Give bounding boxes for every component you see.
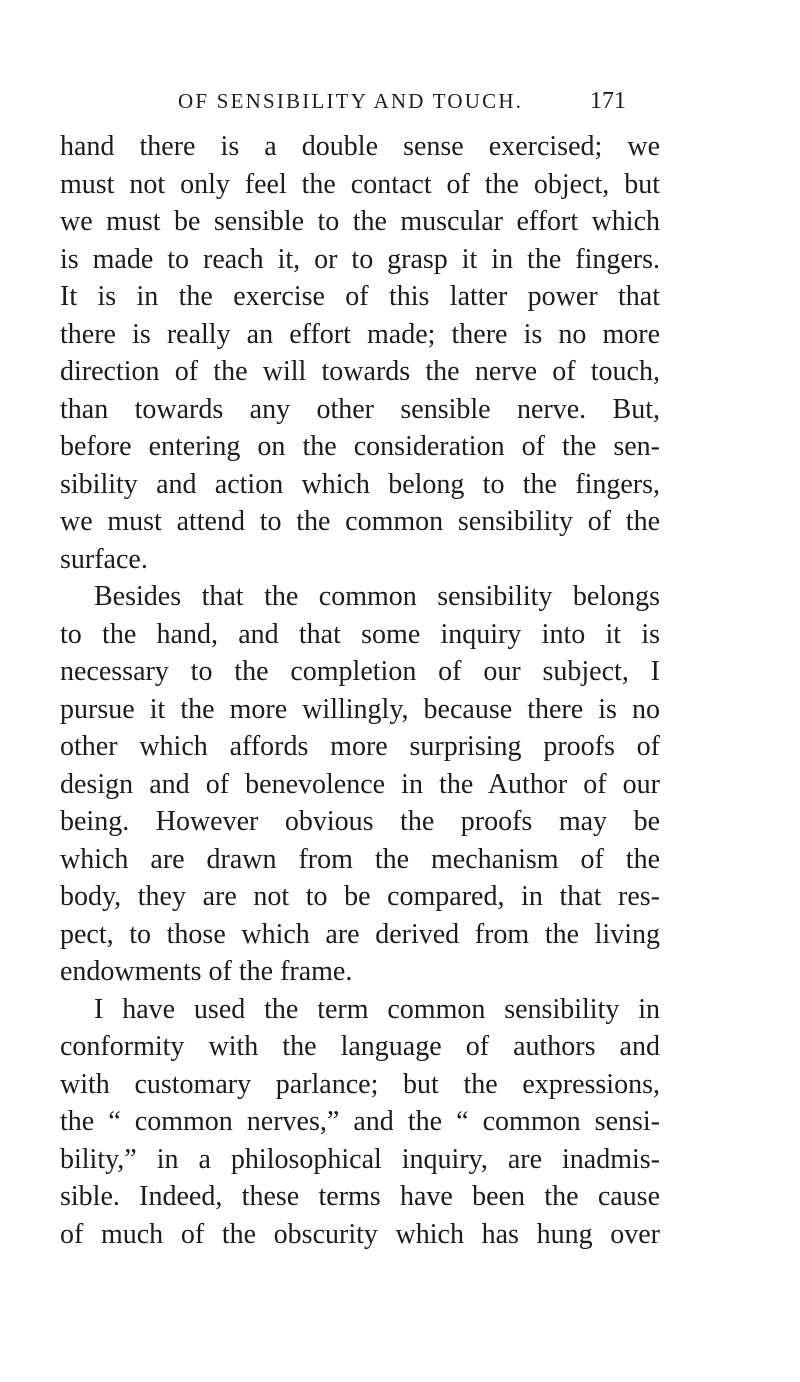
- text-line: conformity with the language of authors and: [60, 1031, 660, 1062]
- running-head-title: OF SENSIBILITY AND TOUCH.: [178, 89, 524, 113]
- text-line: necessary to the completion of our subject, I: [60, 656, 660, 687]
- text-line: to the hand, and that some inquiry into it is: [60, 618, 660, 650]
- text-line: endowments of the frame.: [60, 956, 353, 987]
- text-line: we must be sensible to the muscular effort which: [60, 206, 660, 237]
- text-line: design and of benevolence in the Author of our: [60, 768, 660, 800]
- text-line: with customary parlance; but the expressions,: [60, 1068, 660, 1100]
- text-line: I have used the term common sensibility in: [94, 993, 660, 1025]
- text-line: which are drawn from the mechanism of the: [60, 843, 660, 875]
- text-line: sible. Indeed, these terms have been the cause: [60, 1181, 660, 1212]
- text-line: It is in the exercise of this latter power that: [60, 281, 660, 312]
- paragraph-2: [60, 578, 660, 991]
- text-line: of much of the obscurity which has hung over: [60, 1218, 660, 1250]
- text-line: we must attend to the common sensibility of the: [60, 506, 660, 537]
- page-number: 171: [590, 88, 626, 114]
- text-line: hand there is a double sense exercised; we: [60, 131, 660, 162]
- body-text: [60, 128, 660, 1253]
- text-line: pursue it the more willingly, because there is no: [60, 693, 660, 725]
- text-line: than towards any other sensible nerve. But,: [60, 393, 660, 425]
- text-line: body, they are not to be compared, in that res-: [60, 881, 660, 912]
- text-line: there is really an effort made; there is no more: [60, 318, 660, 350]
- running-head: [0, 86, 800, 116]
- text-line: surface.: [60, 543, 148, 575]
- text-line: sibility and action which belong to the fingers,: [60, 468, 660, 500]
- text-line: Besides that the common sensibility belongs: [94, 581, 660, 612]
- text-line: must not only feel the contact of the object, but: [60, 168, 660, 200]
- text-line: being. However obvious the proofs may be: [60, 806, 660, 837]
- text-line: other which affords more surprising proofs of: [60, 731, 660, 762]
- text-line: is made to reach it, or to grasp it in the fingers.: [60, 243, 660, 275]
- text-line: bility,” in a philosophical inquiry, are inadmis-: [60, 1143, 660, 1175]
- text-line: pect, to those which are derived from the living: [60, 918, 660, 950]
- paragraph-3: [60, 991, 660, 1254]
- text-line: direction of the will towards the nerve of touch,: [60, 356, 660, 387]
- text-line: before entering on the consideration of the sen-: [60, 431, 660, 462]
- paragraph-1: [60, 128, 660, 578]
- text-line: the “ common nerves,” and the “ common sensi-: [60, 1106, 660, 1137]
